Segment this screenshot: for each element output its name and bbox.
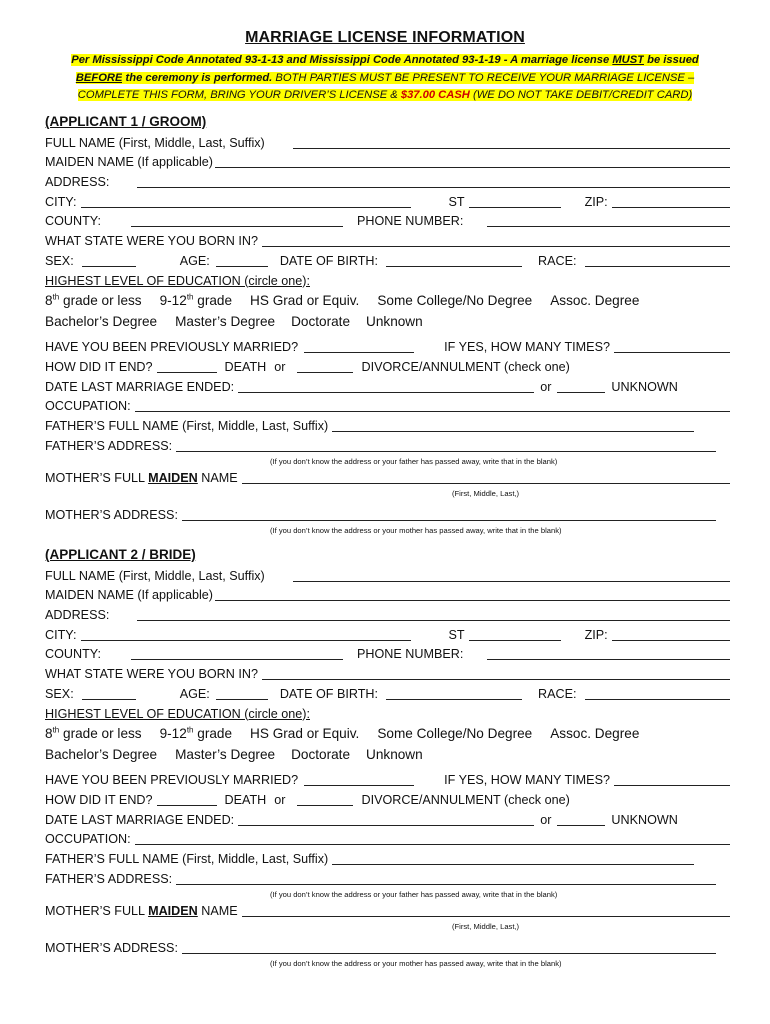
education-option-bachelor[interactable]: Bachelor’s Degree <box>45 746 158 762</box>
city-field[interactable] <box>81 194 411 208</box>
date-ended-label: DATE LAST MARRIAGE ENDED: <box>45 812 235 827</box>
education-option-unknown[interactable]: Unknown <box>366 313 423 329</box>
unknown-check-field[interactable] <box>557 812 605 826</box>
divorce-label: DIVORCE/ANNULMENT (check one) <box>361 792 570 807</box>
mother-address-note: (If you don’t know the address or your mother has passed away, write that in the blank) <box>270 526 562 535</box>
birth-state-label: WHAT STATE WERE YOU BORN IN? <box>45 667 258 682</box>
prev-married-label: HAVE YOU BEEN PREVIOUSLY MARRIED? <box>45 773 299 788</box>
dob-label: DATE OF BIRTH: <box>279 686 379 701</box>
zip-label: ZIP: <box>584 627 608 642</box>
notice-text-3: the ceremony is performed. <box>122 71 273 84</box>
education-option-master[interactable]: Master’s Degree <box>175 313 276 329</box>
education-option-hs-grad[interactable]: HS Grad or Equiv. <box>250 293 360 308</box>
mother-name-note: (First, Middle, Last,) <box>452 922 520 932</box>
maiden-name-label: MAIDEN NAME (If applicable) <box>45 155 213 170</box>
race-field[interactable] <box>585 686 730 700</box>
death-check-field[interactable] <box>157 792 217 806</box>
notice-text-5: COMPLETE THIS FORM, BRING YOUR DRIVER’S LICENSE & <box>77 89 401 101</box>
age-label: AGE: <box>179 253 210 268</box>
zip-label: ZIP: <box>584 194 608 209</box>
race-field[interactable] <box>585 253 730 267</box>
notice-cash-fee: $37.00 CASH <box>400 89 470 101</box>
mother-maiden-name-field[interactable] <box>242 903 730 917</box>
or-unknown-label: or <box>540 379 552 394</box>
mother-address-label: MOTHER’S ADDRESS: <box>45 941 178 955</box>
mother-maiden-name-label: MOTHER’S FULL MAIDEN NAME <box>45 904 238 919</box>
county-field[interactable] <box>131 646 343 660</box>
sex-label: SEX: <box>45 253 74 268</box>
state-field[interactable] <box>469 627 561 641</box>
applicant-1-section <box>45 112 730 537</box>
times-married-label: IF YES, HOW MANY TIMES? <box>444 773 610 788</box>
state-label: ST <box>448 194 465 209</box>
occupation-field[interactable] <box>135 831 730 845</box>
unknown-check-field[interactable] <box>557 379 605 393</box>
education-option-some-college[interactable]: Some College/No Degree <box>377 293 533 308</box>
address-field[interactable] <box>137 174 730 188</box>
sex-field[interactable] <box>82 686 136 700</box>
father-address-note: (If you don’t know the address or your father has passed away, write that in the blank) <box>270 889 558 899</box>
county-label: COUNTY: <box>45 647 101 662</box>
father-name-label: FATHER’S FULL NAME (First, Middle, Last, Suffix) <box>45 418 329 433</box>
mother-address-label: MOTHER’S ADDRESS: <box>45 508 178 522</box>
notice-text-2: be issued <box>644 54 699 66</box>
occupation-label: OCCUPATION: <box>45 832 131 847</box>
applicant-heading: (APPLICANT 2 / BRIDE) <box>45 547 196 562</box>
address-label: ADDRESS: <box>45 175 110 190</box>
unknown-label: UNKNOWN <box>611 812 678 827</box>
death-check-field[interactable] <box>157 359 217 373</box>
divorce-check-field[interactable] <box>297 359 353 373</box>
how-end-label: HOW DID IT END? <box>45 792 153 807</box>
full-name-label: FULL NAME (First, Middle, Last, Suffix) <box>45 135 265 150</box>
education-option-some-college[interactable]: Some College/No Degree <box>377 726 533 741</box>
father-address-field[interactable] <box>176 871 716 885</box>
dob-label: DATE OF BIRTH: <box>279 253 379 268</box>
phone-label: PHONE NUMBER: <box>356 647 464 662</box>
zip-field[interactable] <box>612 627 730 641</box>
mother-name-note: (First, Middle, Last,) <box>452 489 520 499</box>
divorce-label: DIVORCE/ANNULMENT (check one) <box>361 359 570 374</box>
dob-field[interactable] <box>386 686 522 700</box>
address-field[interactable] <box>137 607 730 621</box>
mother-maiden-name-label: MOTHER’S FULL MAIDEN NAME <box>45 471 238 486</box>
father-address-field[interactable] <box>176 438 716 452</box>
age-field[interactable] <box>216 253 268 267</box>
prev-married-label: HAVE YOU BEEN PREVIOUSLY MARRIED? <box>45 340 299 355</box>
address-label: ADDRESS: <box>45 608 110 623</box>
maiden-name-field[interactable] <box>215 154 730 168</box>
death-label: DEATH <box>224 792 267 807</box>
full-name-field[interactable] <box>293 568 730 582</box>
date-ended-field[interactable] <box>238 379 534 393</box>
state-label: ST <box>448 627 465 642</box>
death-label: DEATH <box>224 359 267 374</box>
phone-label: PHONE NUMBER: <box>356 214 464 229</box>
prev-married-field[interactable] <box>304 772 414 786</box>
mother-address-field[interactable] <box>182 940 716 954</box>
mother-maiden-name-field[interactable] <box>242 470 730 484</box>
form-title: MARRIAGE LICENSE INFORMATION <box>245 29 525 46</box>
education-option-8th-grade[interactable]: 8th grade or less <box>45 725 142 741</box>
notice-text-6: (WE DO NOT TAKE DEBIT/CREDIT CARD) <box>469 89 693 101</box>
city-field[interactable] <box>81 627 411 641</box>
father-address-note: (If you don’t know the address or your father has passed away, write that in the blank) <box>270 456 558 466</box>
full-name-field[interactable] <box>293 135 730 149</box>
notice-text-4: BOTH PARTIES MUST BE PRESENT TO RECEIVE YOUR MARRIAGE LICENSE – <box>272 71 695 84</box>
age-field[interactable] <box>216 686 268 700</box>
father-address-label: FATHER’S ADDRESS: <box>45 871 173 886</box>
notice-before: BEFORE <box>75 71 123 84</box>
sex-field[interactable] <box>82 253 136 267</box>
zip-field[interactable] <box>612 194 730 208</box>
education-option-9-12-grade[interactable]: 9-12th grade <box>159 292 233 308</box>
mother-address-field[interactable] <box>182 507 716 521</box>
race-label: RACE: <box>538 686 577 701</box>
city-label: CITY: <box>45 627 77 642</box>
or-unknown-label: or <box>540 812 552 827</box>
sex-label: SEX: <box>45 686 74 701</box>
notice-text-1: Per Mississippi Code Annotated 93-1-13 and Mississippi Code Annotated 93-1-19 - A marriage license <box>71 54 613 66</box>
father-name-label: FATHER’S FULL NAME (First, Middle, Last, Suffix) <box>45 851 329 866</box>
phone-field[interactable] <box>487 213 730 227</box>
applicant-heading: (APPLICANT 1 / GROOM) <box>45 114 207 129</box>
divorce-check-field[interactable] <box>297 792 353 806</box>
times-married-field[interactable] <box>614 772 730 786</box>
education-option-doctorate[interactable]: Doctorate <box>291 746 351 762</box>
father-name-field[interactable] <box>332 851 694 865</box>
or-label: or <box>274 359 286 374</box>
education-option-9-12-grade[interactable]: 9-12th grade <box>159 725 233 741</box>
or-label: or <box>274 792 286 807</box>
father-address-label: FATHER’S ADDRESS: <box>45 438 173 453</box>
applicant-2-section <box>45 545 730 970</box>
birth-state-field[interactable] <box>262 666 730 680</box>
education-option-associate[interactable]: Assoc. Degree <box>550 293 640 308</box>
education-option-associate[interactable]: Assoc. Degree <box>550 726 640 741</box>
notice-must: MUST <box>612 54 645 66</box>
occupation-field[interactable] <box>135 398 730 412</box>
education-option-master[interactable]: Master’s Degree <box>175 746 276 762</box>
race-label: RACE: <box>538 253 577 268</box>
times-married-field[interactable] <box>614 339 730 353</box>
date-ended-label: DATE LAST MARRIAGE ENDED: <box>45 379 235 394</box>
education-option-hs-grad[interactable]: HS Grad or Equiv. <box>250 726 360 741</box>
phone-field[interactable] <box>487 646 730 660</box>
date-ended-field[interactable] <box>238 812 534 826</box>
education-option-8th-grade[interactable]: 8th grade or less <box>45 292 142 308</box>
education-heading: HIGHEST LEVEL OF EDUCATION (circle one): <box>45 706 310 721</box>
city-label: CITY: <box>45 194 77 209</box>
prev-married-field[interactable] <box>304 339 414 353</box>
county-label: COUNTY: <box>45 214 101 229</box>
education-option-unknown[interactable]: Unknown <box>366 746 423 762</box>
education-option-doctorate[interactable]: Doctorate <box>291 313 351 329</box>
age-label: AGE: <box>179 686 210 701</box>
maiden-name-field[interactable] <box>215 587 730 601</box>
maiden-name-label: MAIDEN NAME (If applicable) <box>45 588 213 603</box>
mother-address-note: (If you don’t know the address or your mother has passed away, write that in the blank) <box>270 959 562 968</box>
full-name-label: FULL NAME (First, Middle, Last, Suffix) <box>45 568 265 583</box>
education-heading: HIGHEST LEVEL OF EDUCATION (circle one): <box>45 273 310 288</box>
legal-notice <box>40 52 730 105</box>
birth-state-label: WHAT STATE WERE YOU BORN IN? <box>45 234 258 249</box>
unknown-label: UNKNOWN <box>611 379 678 394</box>
how-end-label: HOW DID IT END? <box>45 359 153 374</box>
birth-state-field[interactable] <box>262 233 730 247</box>
occupation-label: OCCUPATION: <box>45 399 131 414</box>
education-option-bachelor[interactable]: Bachelor’s Degree <box>45 313 158 329</box>
times-married-label: IF YES, HOW MANY TIMES? <box>444 340 610 355</box>
dob-field[interactable] <box>386 253 522 267</box>
state-field[interactable] <box>469 194 561 208</box>
father-name-field[interactable] <box>332 418 694 432</box>
county-field[interactable] <box>131 213 343 227</box>
